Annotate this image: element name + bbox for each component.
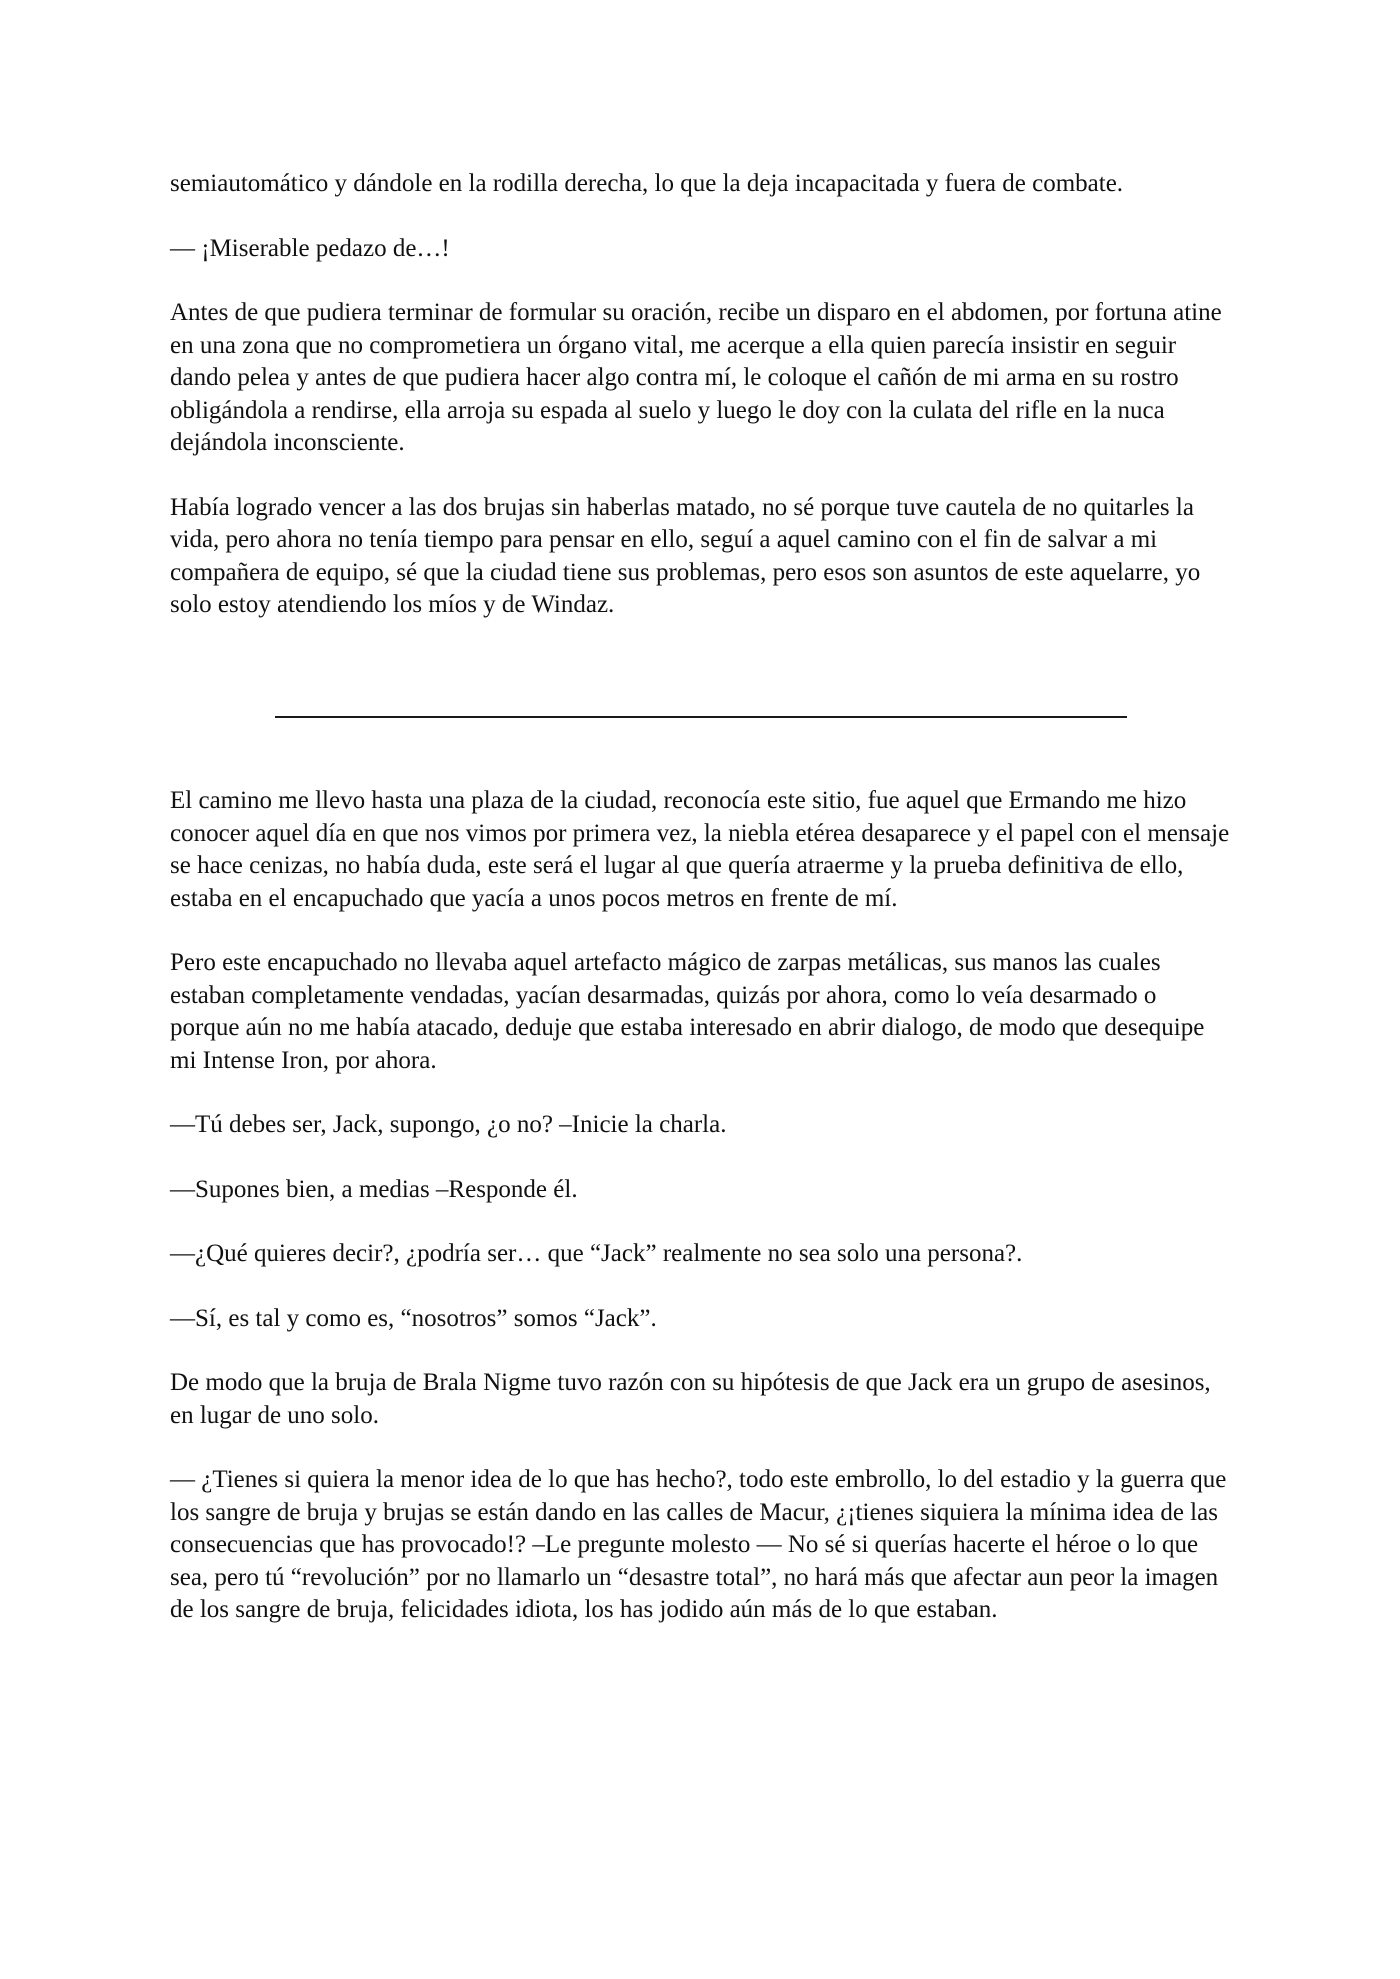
paragraph: Había logrado vencer a las dos brujas sin haberlas matado, no sé porque tuve cautela de no quitarles la vida, pero ahora no tenía tiempo para pensar en ello, seguí a aquel camino con el fin de salvar a mi compañera de equipo, sé que la ciudad tiene sus problemas, pero esos son asuntos de este aquelarre, yo solo estoy atendiendo los míos y de Windaz. <box>170 493 1201 618</box>
paragraph: semiautomático y dándole en la rodilla derecha, lo que la deja incapacitada y fuera de combate. <box>170 170 1124 197</box>
dialogue-line: —Tú debes ser, Jack, supongo, ¿o no? –Inicie la charla. <box>170 1111 727 1138</box>
paragraph: Pero este encapuchado no llevaba aquel artefacto mágico de zarpas metálicas, sus manos las cuales estaban completamente vendadas, yacían desarmadas, quizás por ahora, como lo veía desarmado o porque aún no me había atacado, deduje que estaba interesado en abrir dialogo, de modo que desequipe mi Intense Iron, por ahora. <box>170 949 1205 1074</box>
dialogue-line: —¿Qué quieres decir?, ¿podría ser… que “Jack” realmente no sea solo una persona?. <box>170 1240 1023 1267</box>
dialogue-paragraph: — ¿Tienes si quiera la menor idea de lo que has hecho?, todo este embrollo, lo del estadio y la guerra que los sangre de bruja y brujas se están dando en las calles de Macur, ¿¡tienes siquiera la mínima idea de las consecuencias que has provocado!? –Le pregunte molesto — No sé si querías hacerte el héroe o lo que sea, pero tú “revolución” por no llamarlo un “desastre total”, no hará más que afectar aun peor la imagen de los sangre de bruja, felicidades idiota, los has jodido aún más de lo que estaban. <box>170 1466 1227 1623</box>
dialogue-line: —Supones bien, a medias –Responde él. <box>170 1175 578 1203</box>
scene-break-divider <box>275 716 1127 718</box>
text-section-two <box>170 785 1230 1627</box>
text-section-one <box>170 168 1230 622</box>
dialogue-line: — ¡Miserable pedazo de…! <box>170 234 450 262</box>
paragraph: Antes de que pudiera terminar de formular su oración, recibe un disparo en el abdomen, por fortuna atine en una zona que no comprometiera un órgano vital, me acerque a ella quien parecía insistir en seguir dando pelea y antes de que pudiera hacer algo contra mí, le coloque el cañón de mi arma en su rostro obligándola a rendirse, ella arroja su espada al suelo y luego le doy con la culata del rifle en la nuca dejándola inconsciente. <box>170 299 1222 456</box>
paragraph: El camino me llevo hasta una plaza de la ciudad, reconocía este sitio, fue aquel que Ermando me hizo conocer aquel día en que nos vimos por primera vez, la niebla etérea desaparece y el papel con el mensaje se hace cenizas, no había duda, este será el lugar al que quería atraerme y la prueba definitiva de ello, estaba en el encapuchado que yacía a unos pocos metros en frente de mí. <box>170 787 1230 912</box>
dialogue-line: —Sí, es tal y como es, “nosotros” somos “Jack”. <box>170 1304 657 1332</box>
paragraph: De modo que la bruja de Brala Nigme tuvo razón con su hipótesis de que Jack era un grupo de asesinos, en lugar de uno solo. <box>170 1369 1211 1429</box>
